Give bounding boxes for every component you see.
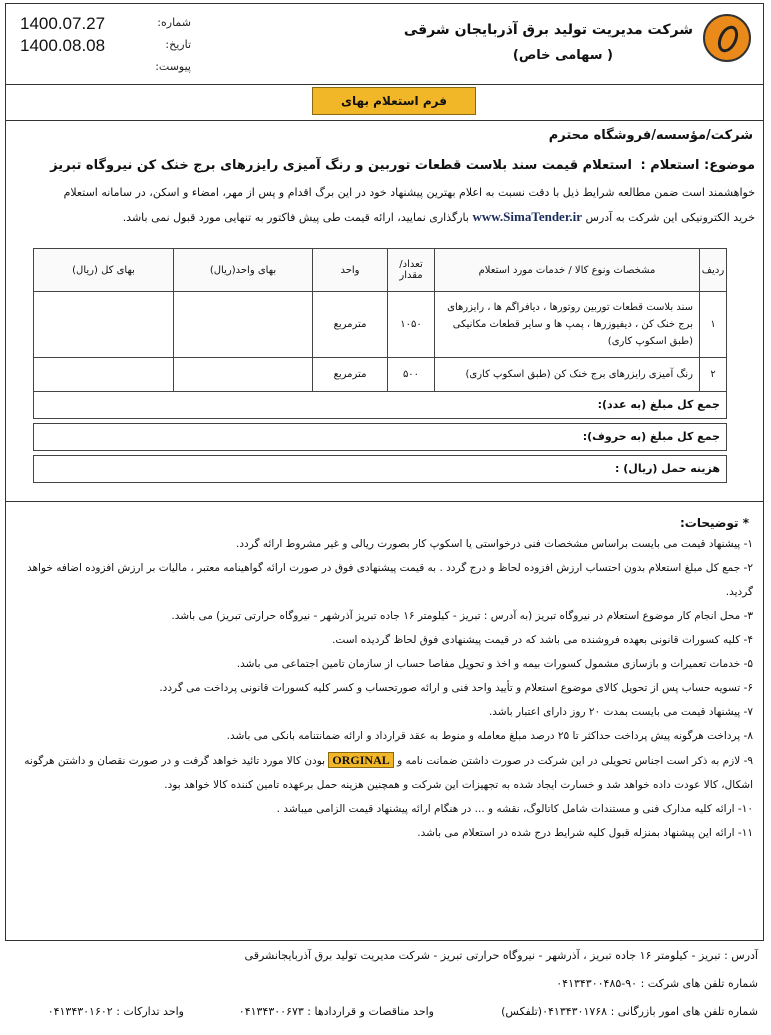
total-words-label: جمع کل مبلغ (به حروف):: [582, 430, 720, 443]
cell-unit-price[interactable]: [174, 358, 313, 392]
website-link[interactable]: www.SimaTender.ir: [472, 209, 583, 224]
cell-unit: مترمربع: [313, 358, 388, 392]
footer-tenders: [239, 1005, 434, 1018]
note-item: ۱- پیشنهاد قیمت می بایست براساس مشخصات فنی درخواستی یا اسکوپ کار بصورت ریالی و غیر مشروط ارائه گردد.: [236, 538, 753, 550]
header-row-number: ردیف: [700, 249, 727, 292]
total-numeric-row[interactable]: [33, 391, 727, 419]
cell-row-number: ۲: [700, 358, 727, 392]
intro-line-2: [10, 206, 755, 229]
note-item: ۶- تسویه حساب پس از تحویل کالای موضوع استعلام و تأیید واحد فنی و ارائه صورتحساب و کسر کلیه کسورات قانونی پرداخت می گردد.: [159, 682, 753, 694]
note-9-before: ۹- لازم به ذکر است اجناس تحویلی در این شرکت در صورت داشتن ضمانت نامه و: [397, 755, 753, 767]
table-header-row: [34, 249, 727, 292]
note-item: ۱۱- ارائه این پیشنهاد بمنزله قبول کلیه شرایط درج شده در استعلام می باشد.: [417, 827, 753, 839]
addressee: شرکت/مؤسسه/فروشگاه محترم: [548, 128, 753, 143]
header-description: مشخصات ونوع کالا / خدمات مورد استعلام: [435, 249, 700, 292]
company-type: ( سهامی خاص): [512, 48, 613, 63]
date-label: تاریخ:: [165, 38, 191, 51]
header-quantity: تعداد/ مقدار: [388, 249, 435, 292]
cell-unit: مترمربع: [313, 292, 388, 358]
intro-line-2-before: خرید الکترونیکی این شرکت به آدرس: [585, 211, 755, 224]
cell-quantity: ۱۰۵۰: [388, 292, 435, 358]
meta-attachment-row: [16, 58, 191, 80]
intro-line-2-after: بارگذاری نمایید، ارائه قیمت طی پیش فاکتور به تنهایی مورد قبول نمی باشد.: [122, 211, 469, 224]
commercial-label: شماره تلفن های امور بازرگانی :: [610, 1005, 758, 1018]
subject-label: موضوع: استعلام :: [640, 158, 755, 173]
table-row: [34, 292, 727, 358]
note-item: ۱۰- ارائه کلیه مدارک فنی و مستندات شامل کاتالوگ، نقشه و ... در هنگام ارائه پیشنهاد قیمت الزامی میباشد .: [276, 803, 753, 815]
supply-value: ۰۴۱۳۴۳۰۱۶۰۲: [47, 1005, 113, 1018]
number-label: شماره:: [157, 16, 191, 29]
divider: [6, 120, 763, 121]
total-numeric-label: جمع کل مبلغ (به عدد):: [597, 398, 720, 411]
tenders-value: ۰۴۱۳۴۳۰۰۶۷۳: [238, 1005, 304, 1018]
note-item: ۳- محل انجام کار موضوع استعلام در نیروگاه تبریز (به آدرس : تبریز - کیلومتر ۱۶ جاده تبریز آذرشهر - نیروگاه حرارتی تبریز) می باشد.: [171, 610, 753, 622]
subject-text: استعلام قیمت سند بلاست قطعات توربین و رنگ آمیزی رایزرهای برج خنک کن نیروگاه تبریز: [50, 158, 632, 173]
notes-list: [8, 532, 753, 845]
transport-cost-row[interactable]: [33, 455, 727, 483]
cell-unit-price[interactable]: [174, 292, 313, 358]
tenders-label: واحد مناقصات و قراردادها :: [307, 1005, 434, 1018]
meta-number-row: [16, 14, 191, 36]
document-frame: [5, 3, 764, 941]
meta-date-row: [16, 36, 191, 58]
note-item: ۷- پیشنهاد قیمت می بایست بمدت ۲۰ روز دارای اعتبار باشد.: [488, 706, 753, 718]
table-row: [34, 358, 727, 392]
divider: [6, 501, 763, 502]
date-value: 1400.08.08: [20, 36, 106, 55]
cell-quantity: ۵۰۰: [388, 358, 435, 392]
footer-address: آدرس : تبریز - کیلومتر ۱۶ جاده تبریز ، آذرشهر - نیروگاه حرارتی تبریز - شرکت مدیریت تولید برق آذربایجانشرقی: [244, 949, 758, 962]
total-words-row[interactable]: [33, 423, 727, 451]
cell-description: سند بلاست قطعات توربین روتورها ، دیافراگم ها ، رایزرهای برج خنک کن ، دیفیوزرها ، پمپ ها و سایر قطعات مکانیکی (طبق اسکوپ کاری): [435, 292, 700, 358]
note-item: ۵- خدمات تعمیرات و بازسازی مشمول کسورات بیمه و اخذ و تحویل مفاصا حساب از سازمان تامین اجتماعی می باشد.: [236, 658, 753, 670]
commercial-value: ۰۴۱۳۴۳۰۱۷۶۸(تلفکس): [501, 1005, 608, 1018]
footer-supply: [48, 1005, 184, 1018]
number-value: 1400.07.27: [20, 14, 106, 33]
header-unit: واحد: [313, 249, 388, 292]
cell-description: رنگ آمیزی رایزرهای برج خنک کن (طبق اسکوپ کاری): [435, 358, 700, 392]
cell-row-number: ۱: [700, 292, 727, 358]
supply-label: واحد تداركات :: [116, 1005, 184, 1018]
page: [5, 3, 764, 1032]
subject-row: [50, 158, 755, 173]
header-total-price: بهای کل (ریال): [34, 249, 174, 292]
footer-company-phones: شماره تلفن های شرکت : ۹۰-۰۴۱۳۴۳۰۰۴۸۵: [556, 977, 758, 990]
intro-line-1: خواهشمند است ضمن مطالعه شرایط ذیل با دقت نسبت به اعلام بهترین پیشنهاد خود در این برگ اقدام و پس از مهر، امضاء و اسکن، در سامانه استعلام: [63, 186, 755, 199]
company-name: شرکت مدیریت تولید برق آذربایجان شرقی: [403, 22, 693, 38]
note-item: ۸- پرداخت هرگونه پیش پرداخت حداکثر تا ۲۵ درصد مبلغ معامله و منوط به عقد قرارداد و ارائه ضمانتنامه بانکی می باشد.: [226, 730, 753, 742]
items-table: [33, 248, 727, 392]
original-badge: ORGINAL: [328, 752, 393, 768]
letter-meta: [16, 14, 191, 80]
cell-total-price[interactable]: [34, 358, 174, 392]
attachment-label: پیوست:: [155, 60, 191, 73]
transport-cost-label: هزینه حمل (ریال) :: [615, 462, 720, 475]
note-item: ۲- جمع کل مبلغ استعلام بدون احتساب ارزش افزوده لحاظ و درج گردد . به قیمت پیشنهادی فوق در صورت ارائه گواهینامه معتبر ، مالیات بر ارزش افزوده اضافه خواهد گردید.: [26, 562, 753, 598]
header-unit-price: بهای واحد(ریال): [174, 249, 313, 292]
note-9-after: بودن کالا مورد تائید خواهد گرفت و در صورت نقصان و داشتن هرگونه اشکال، کالا عودت داده خواهد شد و خسارت ایجاد شده به تجهیزات این شرکت و همچنین هزینه حمل برعهده تامین کننده کالا خواهد بود.: [24, 755, 753, 791]
cell-total-price[interactable]: [34, 292, 174, 358]
company-logo-icon: [703, 14, 751, 62]
letter-header: [6, 4, 763, 85]
notes-title: * توضیحات:: [680, 516, 749, 530]
footer-commercial: [501, 1005, 758, 1018]
note-item: ۴- کلیه کسورات قانونی بعهده فروشنده می باشد که در قیمت پیشنهادی فوق لحاظ گردیده است.: [332, 634, 753, 646]
note-item-9: [8, 748, 753, 797]
form-title: فرم استعلام بهای: [312, 87, 476, 115]
